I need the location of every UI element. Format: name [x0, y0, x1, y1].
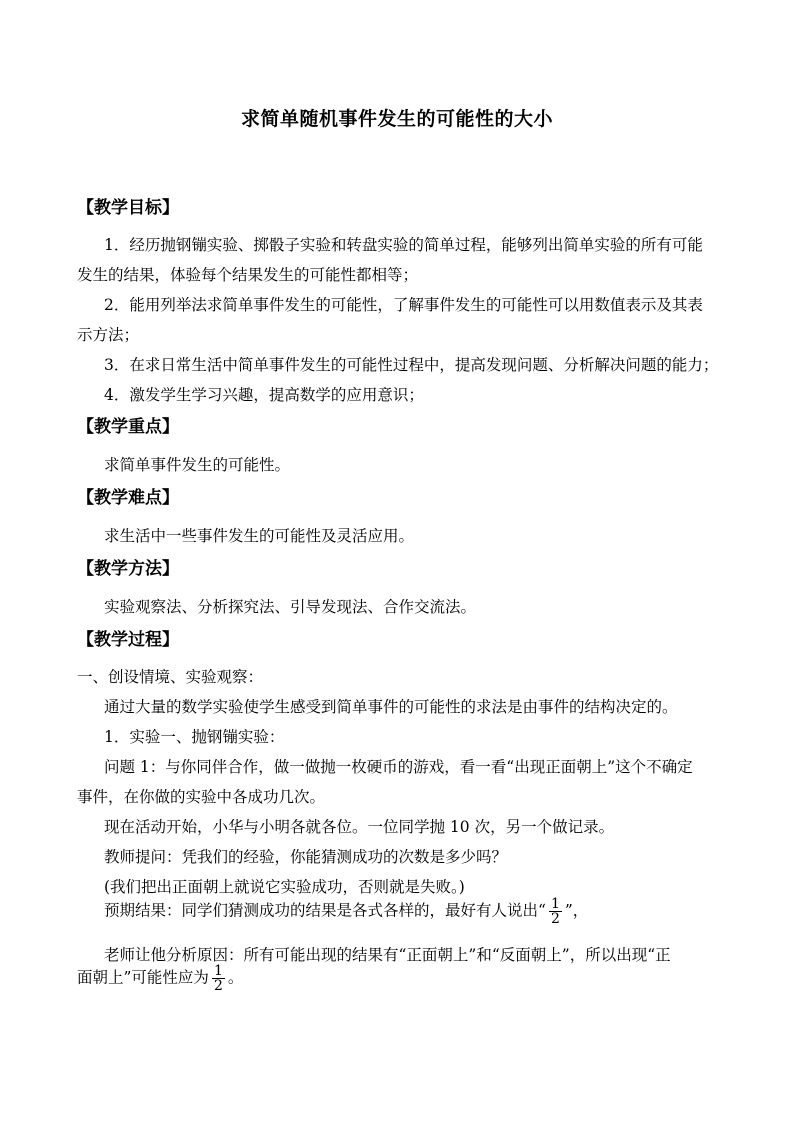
question-1-line-1: 问题 1：与你同伴合作，做一做抛一枚硬币的游戏，看一看“出现正面朝上”这个不确定 [104, 758, 693, 776]
analysis-line-2-end: 。 [227, 968, 244, 987]
note-text: (我们把出正面朝上就说它实验成功，否则就是失败。) [104, 878, 465, 896]
analysis-line-2 [77, 964, 243, 993]
methods-heading: 【教学方法】 [77, 559, 179, 579]
fraction-numerator-2: 1 [213, 963, 223, 979]
question-1-line-2: 事件，在你做的实验中各成功几次。 [77, 788, 326, 806]
analysis-line-1: 老师让他分析原因：所有可能出现的结果有“正面朝上”和“反面朝上”，所以出现“正 [104, 946, 671, 964]
key-points-heading: 【教学重点】 [77, 417, 179, 437]
goals-line-2: 发生的结果，体验每个结果发生的可能性都相等； [77, 266, 419, 284]
expected-result [104, 897, 588, 926]
difficulties-text: 求生活中一些事件发生的可能性及灵活应用。 [104, 527, 415, 545]
goals-line-5: 3．在求日常生活中简单事件发生的可能性过程中，提高发现问题、分析解决问题的能力； [104, 356, 719, 374]
goals-line-3: 2．能用列举法求简单事件发生的可能性，了解事件发生的可能性可以用数值表示及其表 [104, 296, 703, 314]
expected-result-text: 预期结果：同学们猜测成功的结果是各式各样的，最好有人说出“ [104, 901, 546, 920]
goals-line-4: 示方法； [77, 326, 140, 344]
fraction-denominator-2: 2 [213, 978, 223, 994]
process-intro: 通过大量的数学实验使学生感受到简单事件的可能性的求法是由事件的结构决定的。 [104, 698, 678, 716]
goals-line-6: 4．激发学生学习兴趣，提高数学的应用意识； [104, 386, 424, 404]
goals-line-1: 1．经历抛钢镚实验、掷骰子实验和转盘实验的简单过程，能够列出简单实验的所有可能 [104, 236, 703, 254]
analysis-line-2-text: 面朝上”可能性应为 [77, 968, 209, 987]
expected-result-end: ”， [564, 901, 589, 920]
process-heading: 【教学过程】 [77, 630, 179, 650]
fraction-numerator: 1 [550, 896, 560, 912]
fraction-half [549, 897, 562, 926]
activity-text: 现在活动开始，小华与小明各就各位。一位同学抛 10 次，另一个做记录。 [104, 818, 615, 836]
fraction-half-2 [212, 964, 225, 993]
page-title: 求简单随机事件发生的可能性的大小 [240, 108, 553, 130]
methods-text: 实验观察法、分析探究法、引导发现法、合作交流法。 [104, 598, 477, 616]
teacher-question: 教师提问：凭我们的经验，你能猜测成功的次数是多少吗？ [104, 848, 508, 866]
fraction-denominator: 2 [550, 911, 560, 927]
key-points-text: 求简单事件发生的可能性。 [104, 456, 291, 474]
process-step-1: 一、创设情境、实验观察： [77, 668, 264, 686]
experiment-1-title: 1．实验一、抛钢镚实验： [104, 728, 285, 746]
goals-heading: 【教学目标】 [77, 198, 179, 218]
difficulties-heading: 【教学难点】 [77, 488, 179, 508]
